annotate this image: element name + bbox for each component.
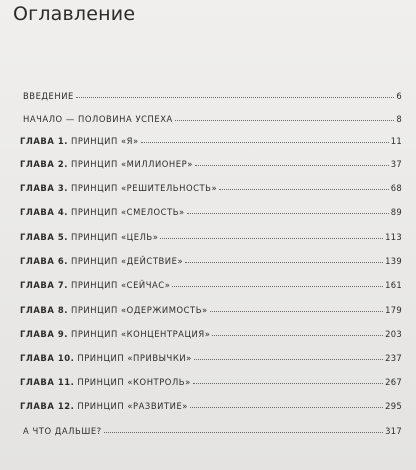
toc-page-number: 179 [385, 305, 402, 315]
dot-leader [219, 188, 389, 190]
dot-leader [210, 310, 383, 312]
toc-entry-title: ПРИНЦИП «ОДЕРЖИМОСТЬ» [70, 305, 208, 315]
toc-entry [20, 153, 402, 169]
toc-page-number: 161 [385, 280, 402, 290]
toc-page-number: 11 [390, 136, 402, 146]
toc-chapter-number: ГЛАВА 6. [20, 256, 68, 266]
dot-leader [104, 431, 383, 433]
toc-entry-title: ПРИНЦИП «МИЛЛИОНЕР» [70, 159, 193, 169]
toc-entry-title: ПРИНЦИП «Я» [70, 136, 139, 146]
toc-entry-title: ПРИНЦИП «КОНЦЕНТРАЦИЯ» [70, 329, 211, 339]
toc-entry-title: ПРИНЦИП «СЕЙЧАС» [70, 280, 171, 290]
toc-entry-title: ПРИНЦИП «ЦЕЛЬ» [70, 232, 159, 242]
dot-leader [187, 212, 389, 214]
toc-entry-title: ВВЕДЕНИЕ [23, 91, 74, 101]
toc-entry [20, 85, 402, 101]
toc-entry [20, 299, 402, 315]
toc-page-number: 139 [385, 256, 402, 266]
toc-entry-title: ПРИНЦИП «КОНТРОЛЬ» [77, 377, 191, 387]
toc-page-number: 6 [396, 91, 402, 101]
toc-page-number: 89 [390, 207, 402, 217]
dot-leader [212, 334, 383, 336]
dot-leader [190, 406, 383, 408]
dot-leader [76, 96, 394, 98]
dot-leader [172, 285, 383, 287]
toc-entry [20, 420, 402, 436]
toc-chapter-number: ГЛАВА 3. [20, 183, 68, 193]
toc-chapter-number: ГЛАВА 12. [20, 401, 75, 411]
toc-page-number: 203 [385, 329, 402, 339]
toc-entry [20, 250, 402, 266]
toc-entry [20, 274, 402, 290]
toc-chapter-number: ГЛАВА 11. [20, 377, 75, 387]
toc-page-number: 237 [385, 353, 402, 363]
toc-entry-title: ПРИНЦИП «ПРИВЫЧКИ» [77, 353, 192, 363]
toc-page-number: 267 [385, 377, 402, 387]
toc-entry [20, 323, 402, 339]
toc-chapter-number: ГЛАВА 10. [20, 353, 75, 363]
toc-entry [20, 177, 402, 193]
toc-chapter-number: ГЛАВА 4. [20, 207, 68, 217]
toc-chapter-number: ГЛАВА 9. [20, 329, 68, 339]
toc-page-number: 68 [390, 183, 402, 193]
toc-page-number: 113 [385, 232, 402, 242]
toc-entry-title: ПРИНЦИП «ДЕЙСТВИЕ» [70, 256, 184, 266]
toc-page-number: 295 [385, 401, 402, 411]
toc-chapter-number: ГЛАВА 1. [20, 136, 68, 146]
toc-entry [20, 395, 402, 411]
dot-leader [193, 382, 383, 384]
toc-entry [20, 130, 402, 146]
dot-leader [160, 237, 383, 239]
toc-chapter-number: ГЛАВА 2. [20, 159, 68, 169]
toc-page-number: 8 [396, 114, 402, 124]
toc-chapter-number: ГЛАВА 8. [20, 305, 68, 315]
toc-chapter-number: ГЛАВА 5. [20, 232, 68, 242]
toc-entry [20, 226, 402, 242]
toc-page-number: 37 [390, 159, 402, 169]
toc-entry [20, 347, 402, 363]
toc-entry-title: А ЧТО ДАЛЬШЕ? [23, 426, 102, 436]
toc-entry-title: НАЧАЛО — ПОЛОВИНА УСПЕХА [23, 114, 173, 124]
toc-entry-title: ПРИНЦИП «РЕШИТЕЛЬНОСТЬ» [70, 183, 218, 193]
toc-entry [20, 371, 402, 387]
dot-leader [194, 358, 383, 360]
toc-entry-title: ПРИНЦИП «РАЗВИТИЕ» [77, 401, 188, 411]
toc-chapter-number: ГЛАВА 7. [20, 280, 68, 290]
page-title: Оглавление [13, 3, 136, 25]
toc-page-number: 317 [385, 426, 402, 436]
toc-entry-title: ПРИНЦИП «СМЕЛОСТЬ» [70, 207, 185, 217]
toc-entry [20, 108, 402, 124]
dot-leader [185, 261, 383, 263]
dot-leader [195, 164, 389, 166]
dot-leader [175, 119, 395, 121]
toc-entry [20, 201, 402, 217]
dot-leader [141, 141, 389, 143]
